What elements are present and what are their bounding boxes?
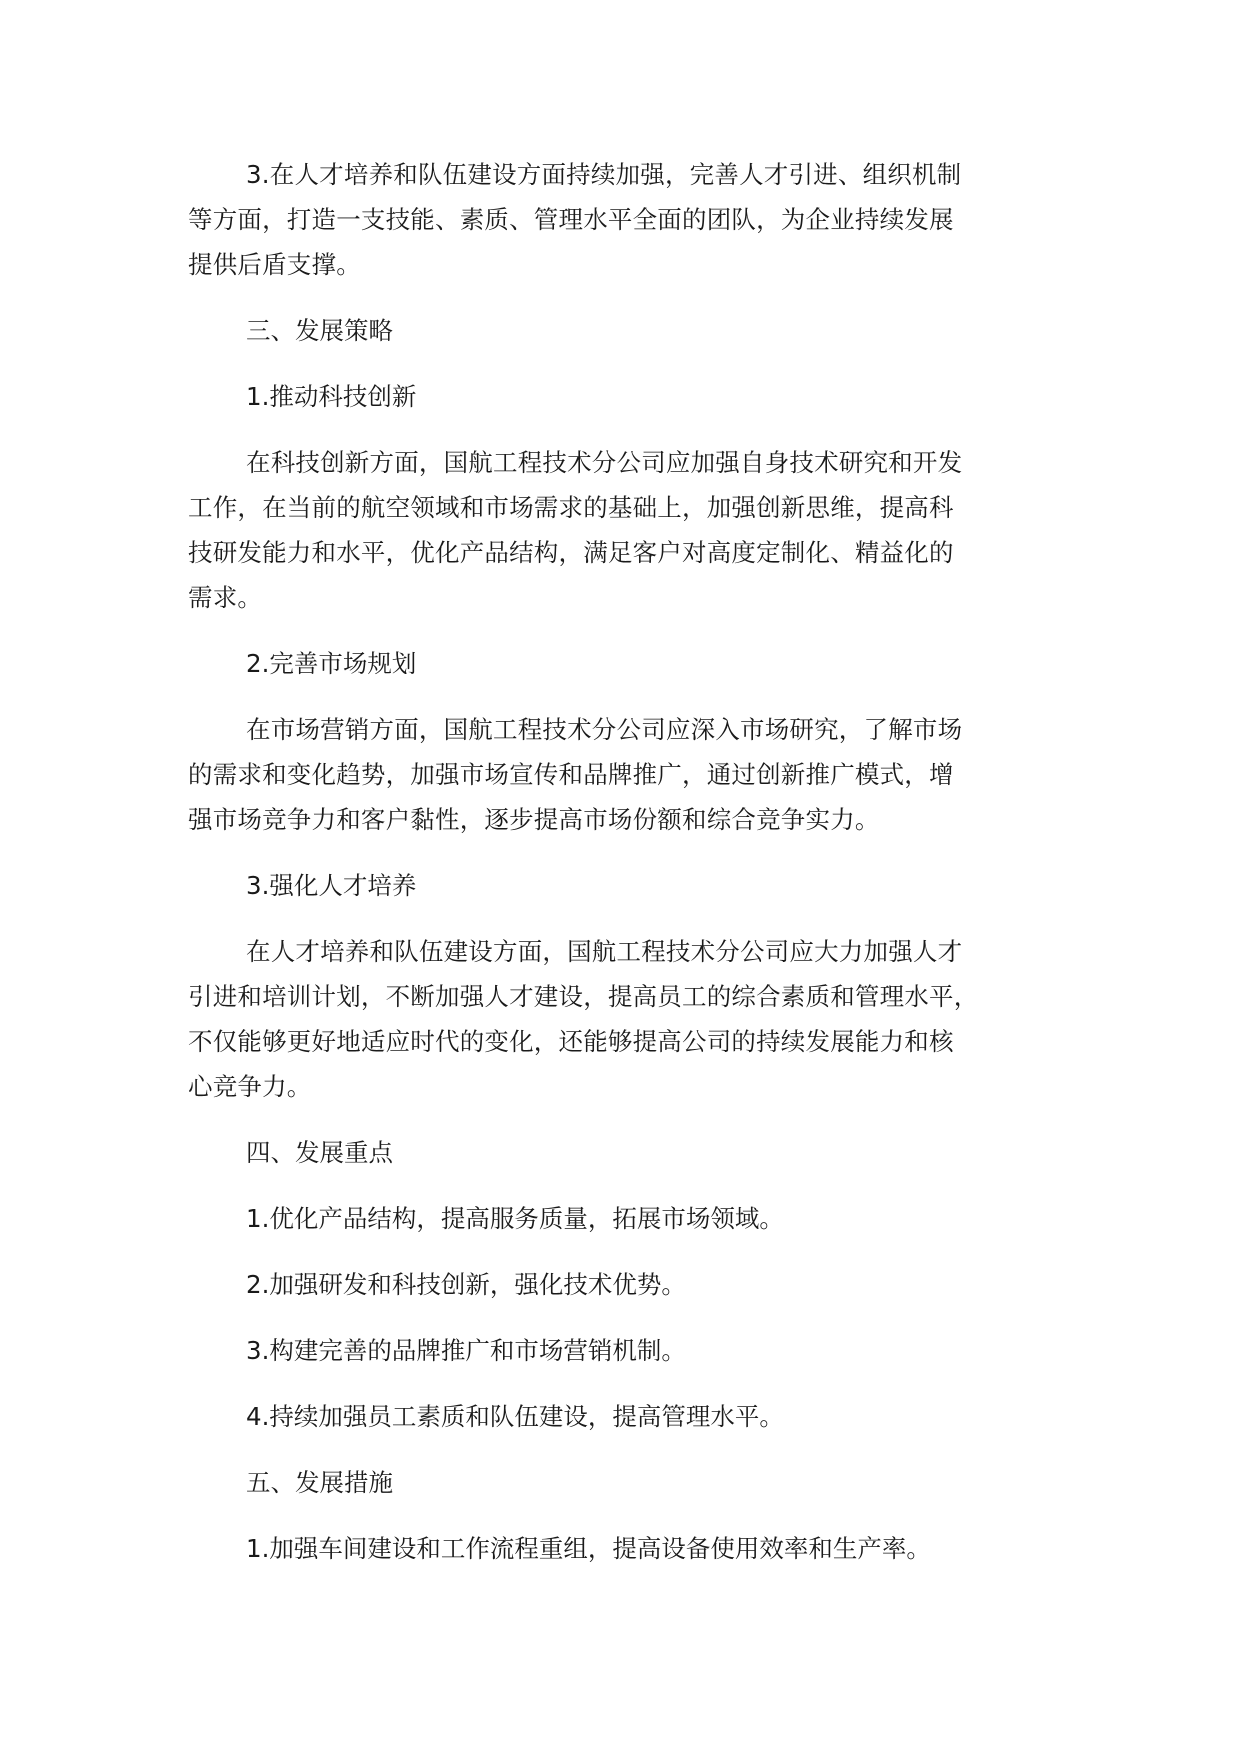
text-line: 技研发能力和水平，优化产品结构，满足客户对高度定制化、精益化的 (188, 538, 954, 567)
text-line: 在科技创新方面，国航工程技术分公司应加强自身技术研究和开发 (246, 448, 963, 477)
focus-item: 2.加强研发和科技创新，强化技术优势。 (246, 1270, 686, 1299)
text-line: 的需求和变化趋势，加强市场宣传和品牌推广，通过创新推广模式，增 (188, 760, 954, 789)
text-line: 在人才培养和队伍建设方面，国航工程技术分公司应大力加强人才 (246, 937, 963, 966)
text-line: 心竞争力。 (188, 1072, 312, 1101)
paragraph-talent-team (188, 152, 1088, 287)
paragraph-tech-innovation (188, 440, 1088, 620)
subheading-tech-innovation: 1.推动科技创新 (246, 382, 417, 411)
paragraph-talent-training (188, 929, 1088, 1109)
section-heading-measures: 五、发展措施 (246, 1468, 393, 1497)
measure-item: 1.加强车间建设和工作流程重组，提高设备使用效率和生产率。 (246, 1534, 931, 1563)
text-line: 3.在人才培养和队伍建设方面持续加强，完善人才引进、组织机制 (246, 160, 962, 189)
text-line: 提供后盾支撑。 (188, 250, 361, 279)
text-line: 需求。 (188, 583, 263, 612)
document-page (188, 152, 1088, 1592)
section-heading-strategy: 三、发展策略 (246, 316, 393, 345)
focus-item: 1.优化产品结构，提高服务质量，拓展市场领域。 (246, 1204, 784, 1233)
text-line: 引进和培训计划，不断加强人才建设，提高员工的综合素质和管理水平， (188, 982, 979, 1011)
text-line: 不仅能够更好地适应时代的变化，还能够提高公司的持续发展能力和核 (188, 1027, 954, 1056)
text-line: 工作，在当前的航空领域和市场需求的基础上，加强创新思维，提高科 (188, 493, 954, 522)
section-heading-focus: 四、发展重点 (246, 1138, 393, 1167)
text-line: 在市场营销方面，国航工程技术分公司应深入市场研究，了解市场 (246, 715, 963, 744)
focus-item: 3.构建完善的品牌推广和市场营销机制。 (246, 1336, 686, 1365)
text-line: 等方面，打造一支技能、素质、管理水平全面的团队，为企业持续发展 (188, 205, 954, 234)
paragraph-market-planning (188, 707, 1088, 842)
focus-item: 4.持续加强员工素质和队伍建设，提高管理水平。 (246, 1402, 784, 1431)
subheading-talent-training: 3.强化人才培养 (246, 871, 417, 900)
text-line: 强市场竞争力和客户黏性，逐步提高市场份额和综合竞争实力。 (188, 805, 880, 834)
subheading-market-planning: 2.完善市场规划 (246, 649, 417, 678)
